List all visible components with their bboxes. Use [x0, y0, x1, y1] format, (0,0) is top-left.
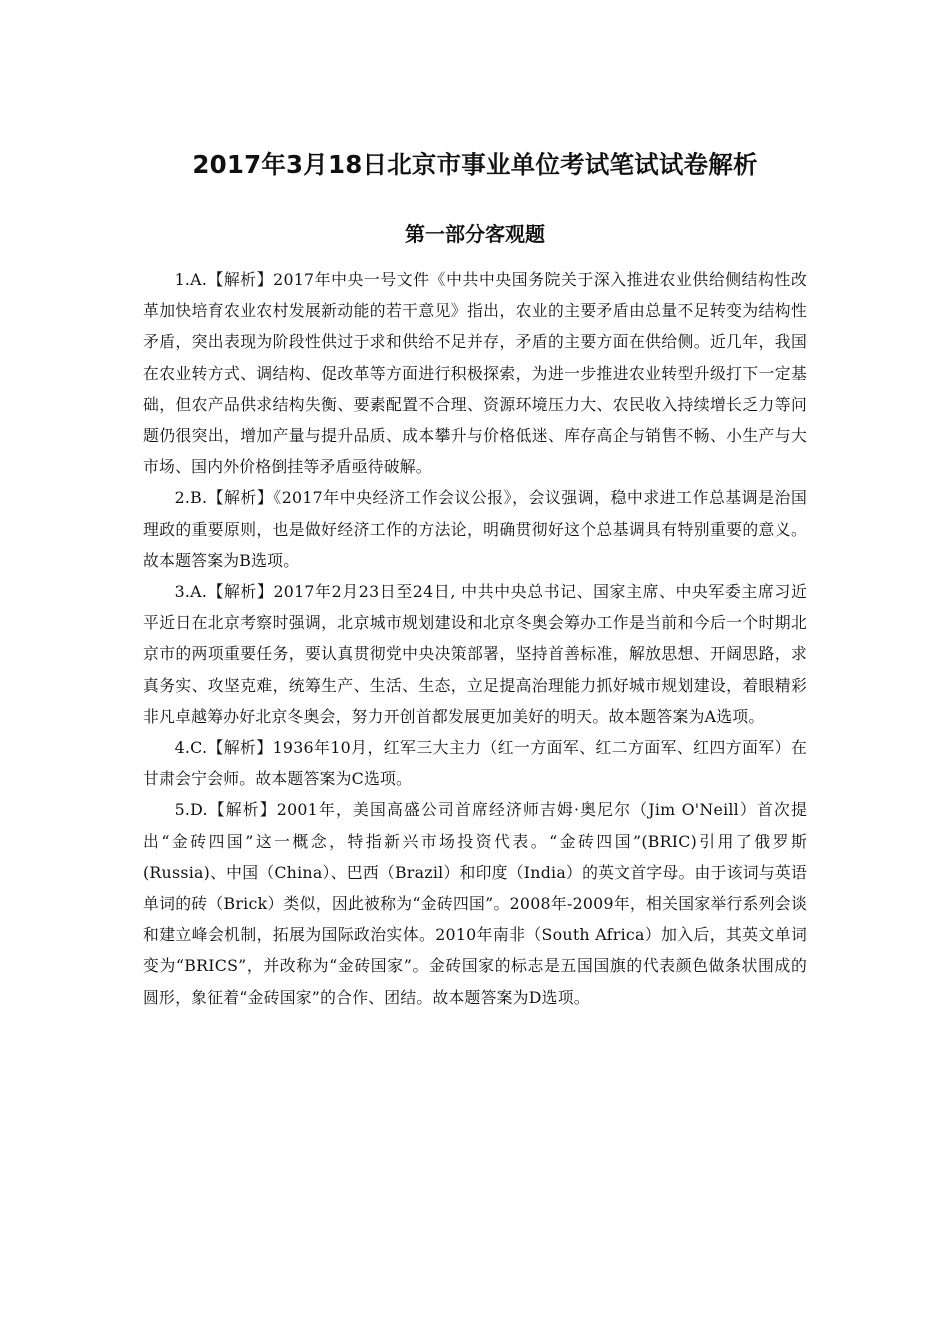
page-title: 2017年3月18日北京市事业单位考试笔试试卷解析 — [192, 150, 758, 179]
section-title: 第一部分客观题 — [405, 222, 545, 246]
answer-prefix-4: 4.C.【解析】 — [174, 738, 273, 758]
answer-paragraph-1 — [143, 264, 807, 482]
answer-text-4: 1936年10月，红军三大主力（红一方面军、红二方面军、红四方面军）在甘肃会宁会师。故本题答案为C选项。 — [143, 738, 807, 789]
answer-paragraph-3 — [143, 576, 807, 732]
answer-paragraph-5 — [143, 794, 807, 1012]
answer-paragraph-2 — [143, 482, 807, 576]
answer-text-1: 2017年中央一号文件《中共中央国务院关于深入推进农业供给侧结构性改革加快培育农业农村发展新动能的若干意见》指出，农业的主要矛盾由总量不足转变为结构性矛盾，突出表现为阶段性供过于求和供给不足并存，矛盾的主要方面在供给侧。近几年，我国在农业转方式、调结构、促改革等方面进行积极探索，为进一步推进农业转型升级打下一定基础，但农产品供求结构失衡、要素配置不合理、资源环境压力大、农民收入持续增长乏力等问题仍很突出，增加产量与提升品质、成本攀升与价格低迷、库存高企与销售不畅、小生产与大市场、国内外价格倒挂等矛盾亟待破解。 — [143, 270, 807, 477]
answer-prefix-3: 3.A.【解析】 — [174, 582, 274, 602]
answer-text-2: 《2017年中央经济工作会议公报》，会议强调，稳中求进工作总基调是治国理政的重要原则，也是做好经济工作的方法论，明确贯彻好这个总基调具有特别重要的意义。故本题答案为B选项。 — [143, 488, 808, 570]
answer-paragraph-4 — [143, 732, 807, 794]
answer-prefix-1: 1.A.【解析】 — [174, 270, 274, 289]
answer-prefix-2: 2.B.【解析】 — [174, 488, 274, 508]
answer-prefix-5: 5.D.【解析】 — [174, 800, 277, 820]
answer-text-3: 2017年2月23日至24日, 中共中央总书记、国家主席、中央军委主席习近平近日在北京考察时强调，北京城市规划建设和北京冬奥会筹办工作是当前和今后一个时期北京市的两项重要任务，要认真贯彻党中央决策部署，坚持首善标准，解放思想、开阔思路，求真务实、攻坚克难，统筹生产、生活、生态，立足提高治理能力抓好城市规划建设，着眼精彩非凡卓越筹办好北京冬奥会，努力开创首都发展更加美好的明天。故本题答案为A选项。 — [143, 582, 807, 726]
answer-text-5: 2001年，美国高盛公司首席经济师吉姆·奥尼尔（Jim O'Neill）首次提出“金砖四国”这一概念，特指新兴市场投资代表。“金砖四国”(BRIC)引用了俄罗斯(Russia)、中国（China）、巴西（Brazil）和印度（India）的英文首字母。由于该词与英语单词的砖（Brick）类似，因此被称为“金砖四国”。2008年-2009年，相关国家举行系列会谈和建立峰会机制，拓展为国际政治实体。2010年南非（South Africa）加入后，其英文单词变为“BRICS”，并改称为“金砖国家”。金砖国家的标志是五国国旗的代表颜色做条状围成的圆形，象征着“金砖国家”的合作、团结。故本题答案为D选项。 — [143, 800, 808, 1007]
